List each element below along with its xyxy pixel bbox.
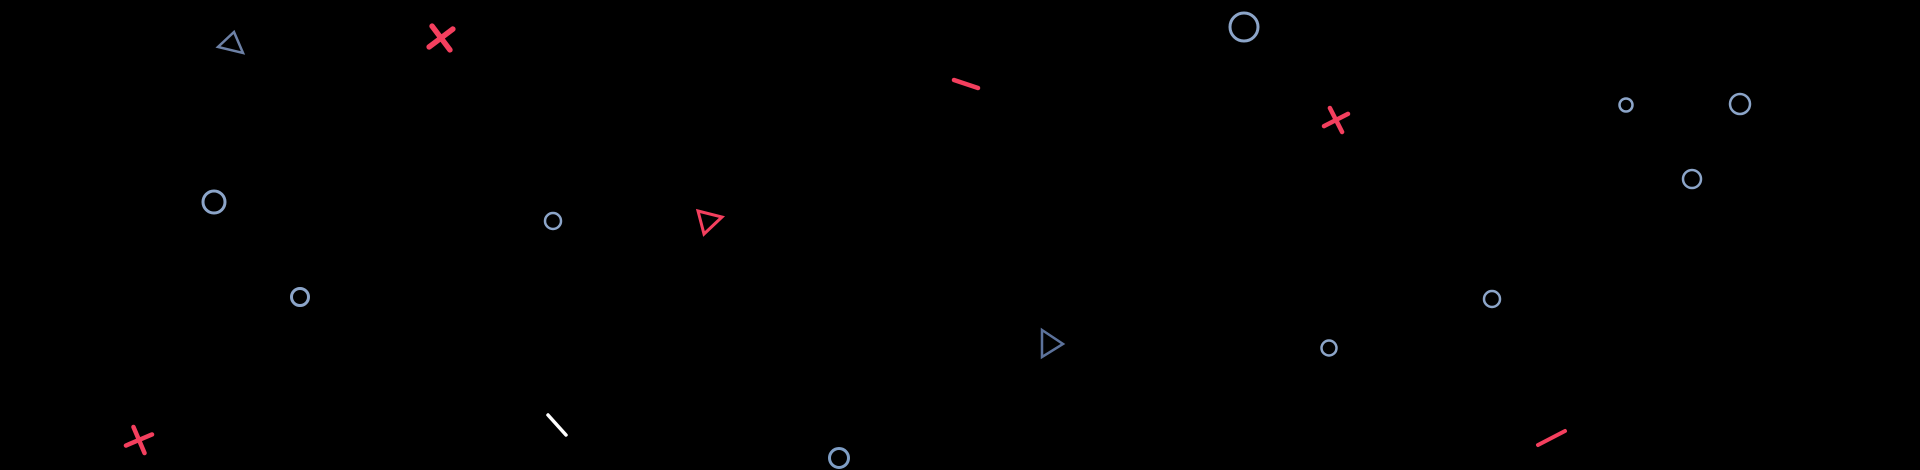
circle-outline-icon-4 <box>830 449 849 468</box>
circle-outline-icon-6 <box>1322 341 1337 356</box>
x-mark-icon-3-stroke <box>1324 108 1348 132</box>
circle-outline-icon-5 <box>1230 13 1258 41</box>
circle-outline-icon-9 <box>1730 94 1750 114</box>
line-segment-1 <box>548 415 566 435</box>
triangle-outline-icon-1 <box>218 32 243 53</box>
triangle-outline-icon-2 <box>698 211 722 234</box>
circle-outline-icon-8 <box>1620 99 1633 112</box>
x-mark-icon-3 <box>1324 108 1348 132</box>
line-segment-2 <box>954 80 978 88</box>
circle-outline-icon-1 <box>203 191 225 213</box>
circle-outline-icon-10 <box>1683 170 1701 188</box>
x-mark-icon-2 <box>126 427 152 453</box>
circle-outline-icon-3 <box>545 213 561 229</box>
triangle-outline-icon-3 <box>1042 330 1063 357</box>
line-segment-3 <box>1538 431 1565 445</box>
x-mark-icon-2-stroke <box>126 427 152 453</box>
circle-outline-icon-7 <box>1484 291 1500 307</box>
x-mark-icon-1 <box>429 26 453 50</box>
circle-outline-icon-2 <box>292 289 309 306</box>
